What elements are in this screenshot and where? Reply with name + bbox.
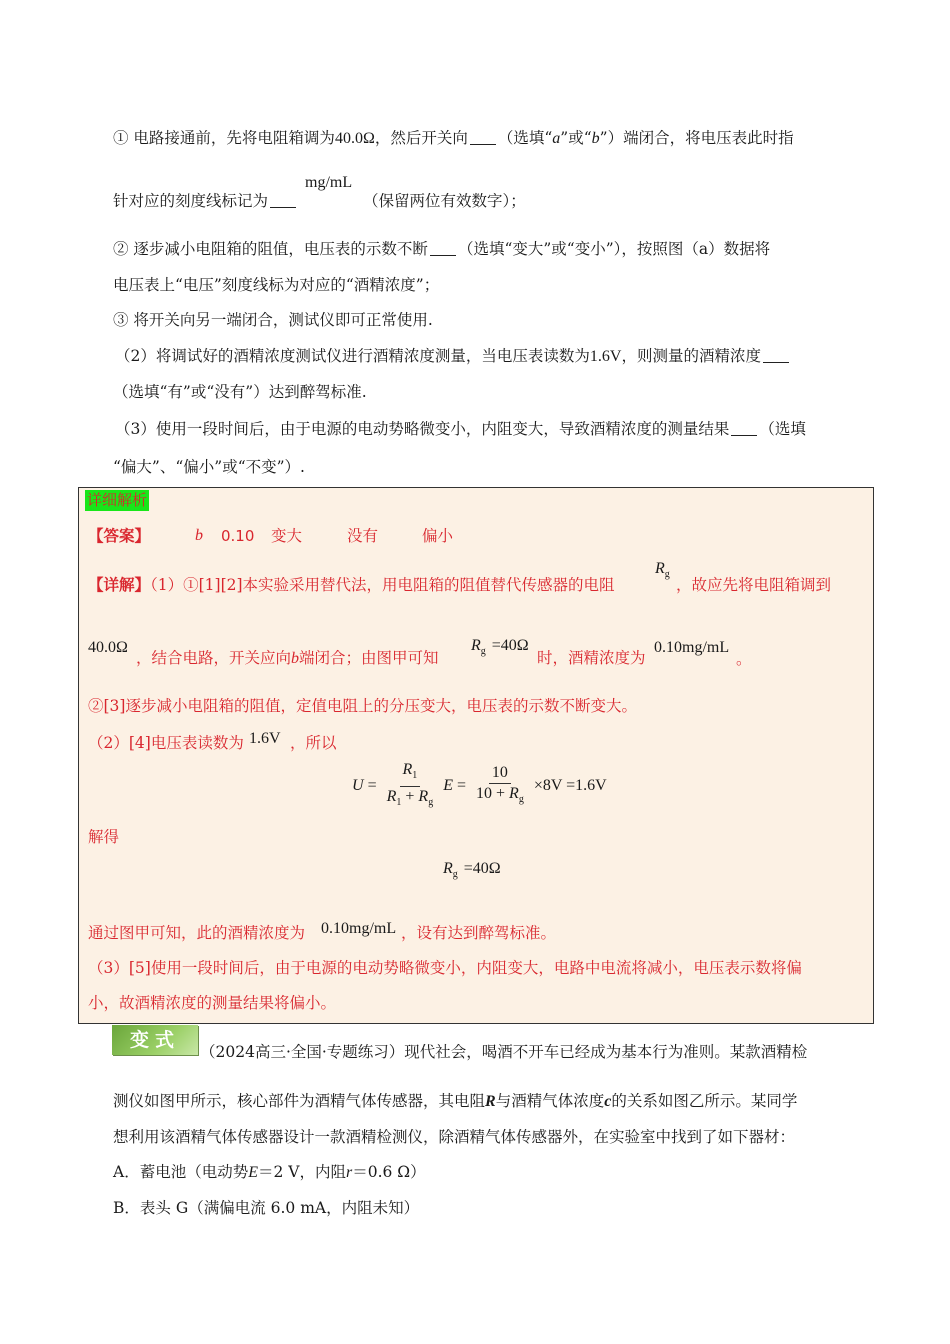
- voltage-equation: U = $\frac{R_1}{R_1 + R_g}$ E = $\frac{10}{10 + R_g}$ ×8V =1.6V: [352, 760, 607, 813]
- rg-result: $R_g =40\Omega$: [443, 860, 501, 880]
- voltage-value: 1.6V: [249, 730, 281, 747]
- answer-2: 0.10: [221, 527, 255, 545]
- question-line-5: ③ 将开关向另一端闭合，测试仪即可正常使用.: [113, 311, 433, 329]
- answer-blank: [763, 348, 789, 363]
- answer-1: b: [195, 527, 203, 544]
- option-a: A．蓄电池（电动势E＝2 V，内阻r＝0.6 Ω）: [113, 1163, 426, 1181]
- answer-4: 没有: [347, 527, 379, 545]
- variant-tag: 变式: [112, 1025, 198, 1055]
- option-b: B．表头 G（满偏电流 6.0 mA，内阻未知）: [113, 1199, 420, 1217]
- variant-line-1: （2024高三·全国·专题练习）现代社会，喝酒不开车已经成为基本行为准则。某款酒精检: [200, 1043, 808, 1061]
- answer-5: 偏小: [422, 527, 454, 545]
- question-line-1: ① 电路接通前，先将电阻箱调为40.0Ω，然后开关向 （选填“a”或“b”）端闭合，将电压表此时指: [113, 129, 794, 147]
- answer-blank: [470, 130, 496, 145]
- unit-label: mg/mL: [305, 174, 353, 191]
- concentration-result: 0.10mg/mL: [321, 920, 397, 937]
- question-line-6: （2）将调试好的酒精浓度测试仪进行酒精浓度测量，当电压表读数为1.6V，则测量的酒精浓度: [115, 345, 791, 368]
- detail-line-5-end: ，设有达到醉驾标准。: [401, 924, 557, 942]
- question-line-2: 针对应的刻度线标记为: [113, 190, 298, 212]
- question-line-9: “偏大”、“偏小”或“不变”）.: [113, 458, 305, 476]
- detail-line-2-end: 。: [736, 650, 752, 668]
- rg-symbol: $R_g$: [655, 560, 670, 580]
- resistance-value: 40.0Ω: [334, 130, 375, 147]
- variant-line-2: 测仪如图甲所示，核心部件为酒精气体传感器，其电阻R与酒精气体浓度c的关系如图乙所示。某同学: [113, 1092, 798, 1110]
- answer-3: 变大: [271, 527, 303, 545]
- detail-line-6: （3）[5]使用一段时间后，由于电源的电动势略微变小，内阻变大，电路中电流将减小，电压表示数将偏: [88, 959, 802, 977]
- detail-line-2-mid: 时，酒精浓度为: [537, 649, 646, 667]
- detail-line-4-end: ，所以: [290, 734, 337, 752]
- answer-blank: [731, 421, 757, 436]
- fraction-1: $\frac{R_1}{R_1 + R_g}$: [386, 761, 434, 808]
- analysis-title: 详细解析: [87, 491, 148, 509]
- fraction-2: $\frac{10}{10 + R_g}$: [476, 764, 524, 805]
- detail-line-4: （2）[4]电压表读数为: [88, 734, 244, 752]
- rg-equation: $R_g =40\Omega$: [471, 637, 529, 657]
- detail-line-5: 通过图甲可知，此的酒精浓度为: [88, 924, 306, 942]
- variant-line-3: 想利用该酒精气体传感器设计一款酒精检测仪，除酒精气体传感器外，在实验室中找到了如下器材：: [113, 1128, 796, 1146]
- answer-blank: [430, 241, 456, 256]
- detail-line-1-end: ，故应先将电阻箱调到: [676, 576, 832, 594]
- detail-line-7: 小，故酒精浓度的测量结果将偏小。: [88, 994, 337, 1012]
- question-line-8: （3）使用一段时间后，由于电源的电动势略微变小，内阻变大，导致酒精浓度的测量结果 （选填: [115, 420, 806, 438]
- solve-label: 解得: [88, 828, 120, 846]
- question-line-2-hint: （保留两位有效数字）；: [363, 192, 526, 210]
- concentration-value: 0.10mg/mL: [654, 639, 730, 656]
- question-line-4: 电压表上“电压”刻度线标为对应的“酒精浓度”；: [113, 276, 440, 294]
- detail-value-40: 40.0Ω: [88, 639, 128, 656]
- detail-line-2: ，结合电路，开关应向b端闭合；由图甲可知: [136, 649, 439, 667]
- answer-line: 【答案】: [88, 526, 151, 545]
- answer-blank: [270, 193, 296, 208]
- detail-line-3: ②[3]逐步减小电阻箱的阻值，定值电阻上的分压变大，电压表的示数不断变大。: [88, 697, 637, 715]
- question-line-3: ② 逐步减小电阻箱的阻值，电压表的示数不断 （选填“变大”或“变小”），按照图（a）数据将: [113, 240, 771, 258]
- detail-line-1: 【详解】（1）①[1][2]本实验采用替代法，用电阻箱的阻值替代传感器的电阻: [88, 575, 615, 594]
- question-line-7: （选填“有”或“没有”）达到醉驾标准.: [113, 383, 367, 401]
